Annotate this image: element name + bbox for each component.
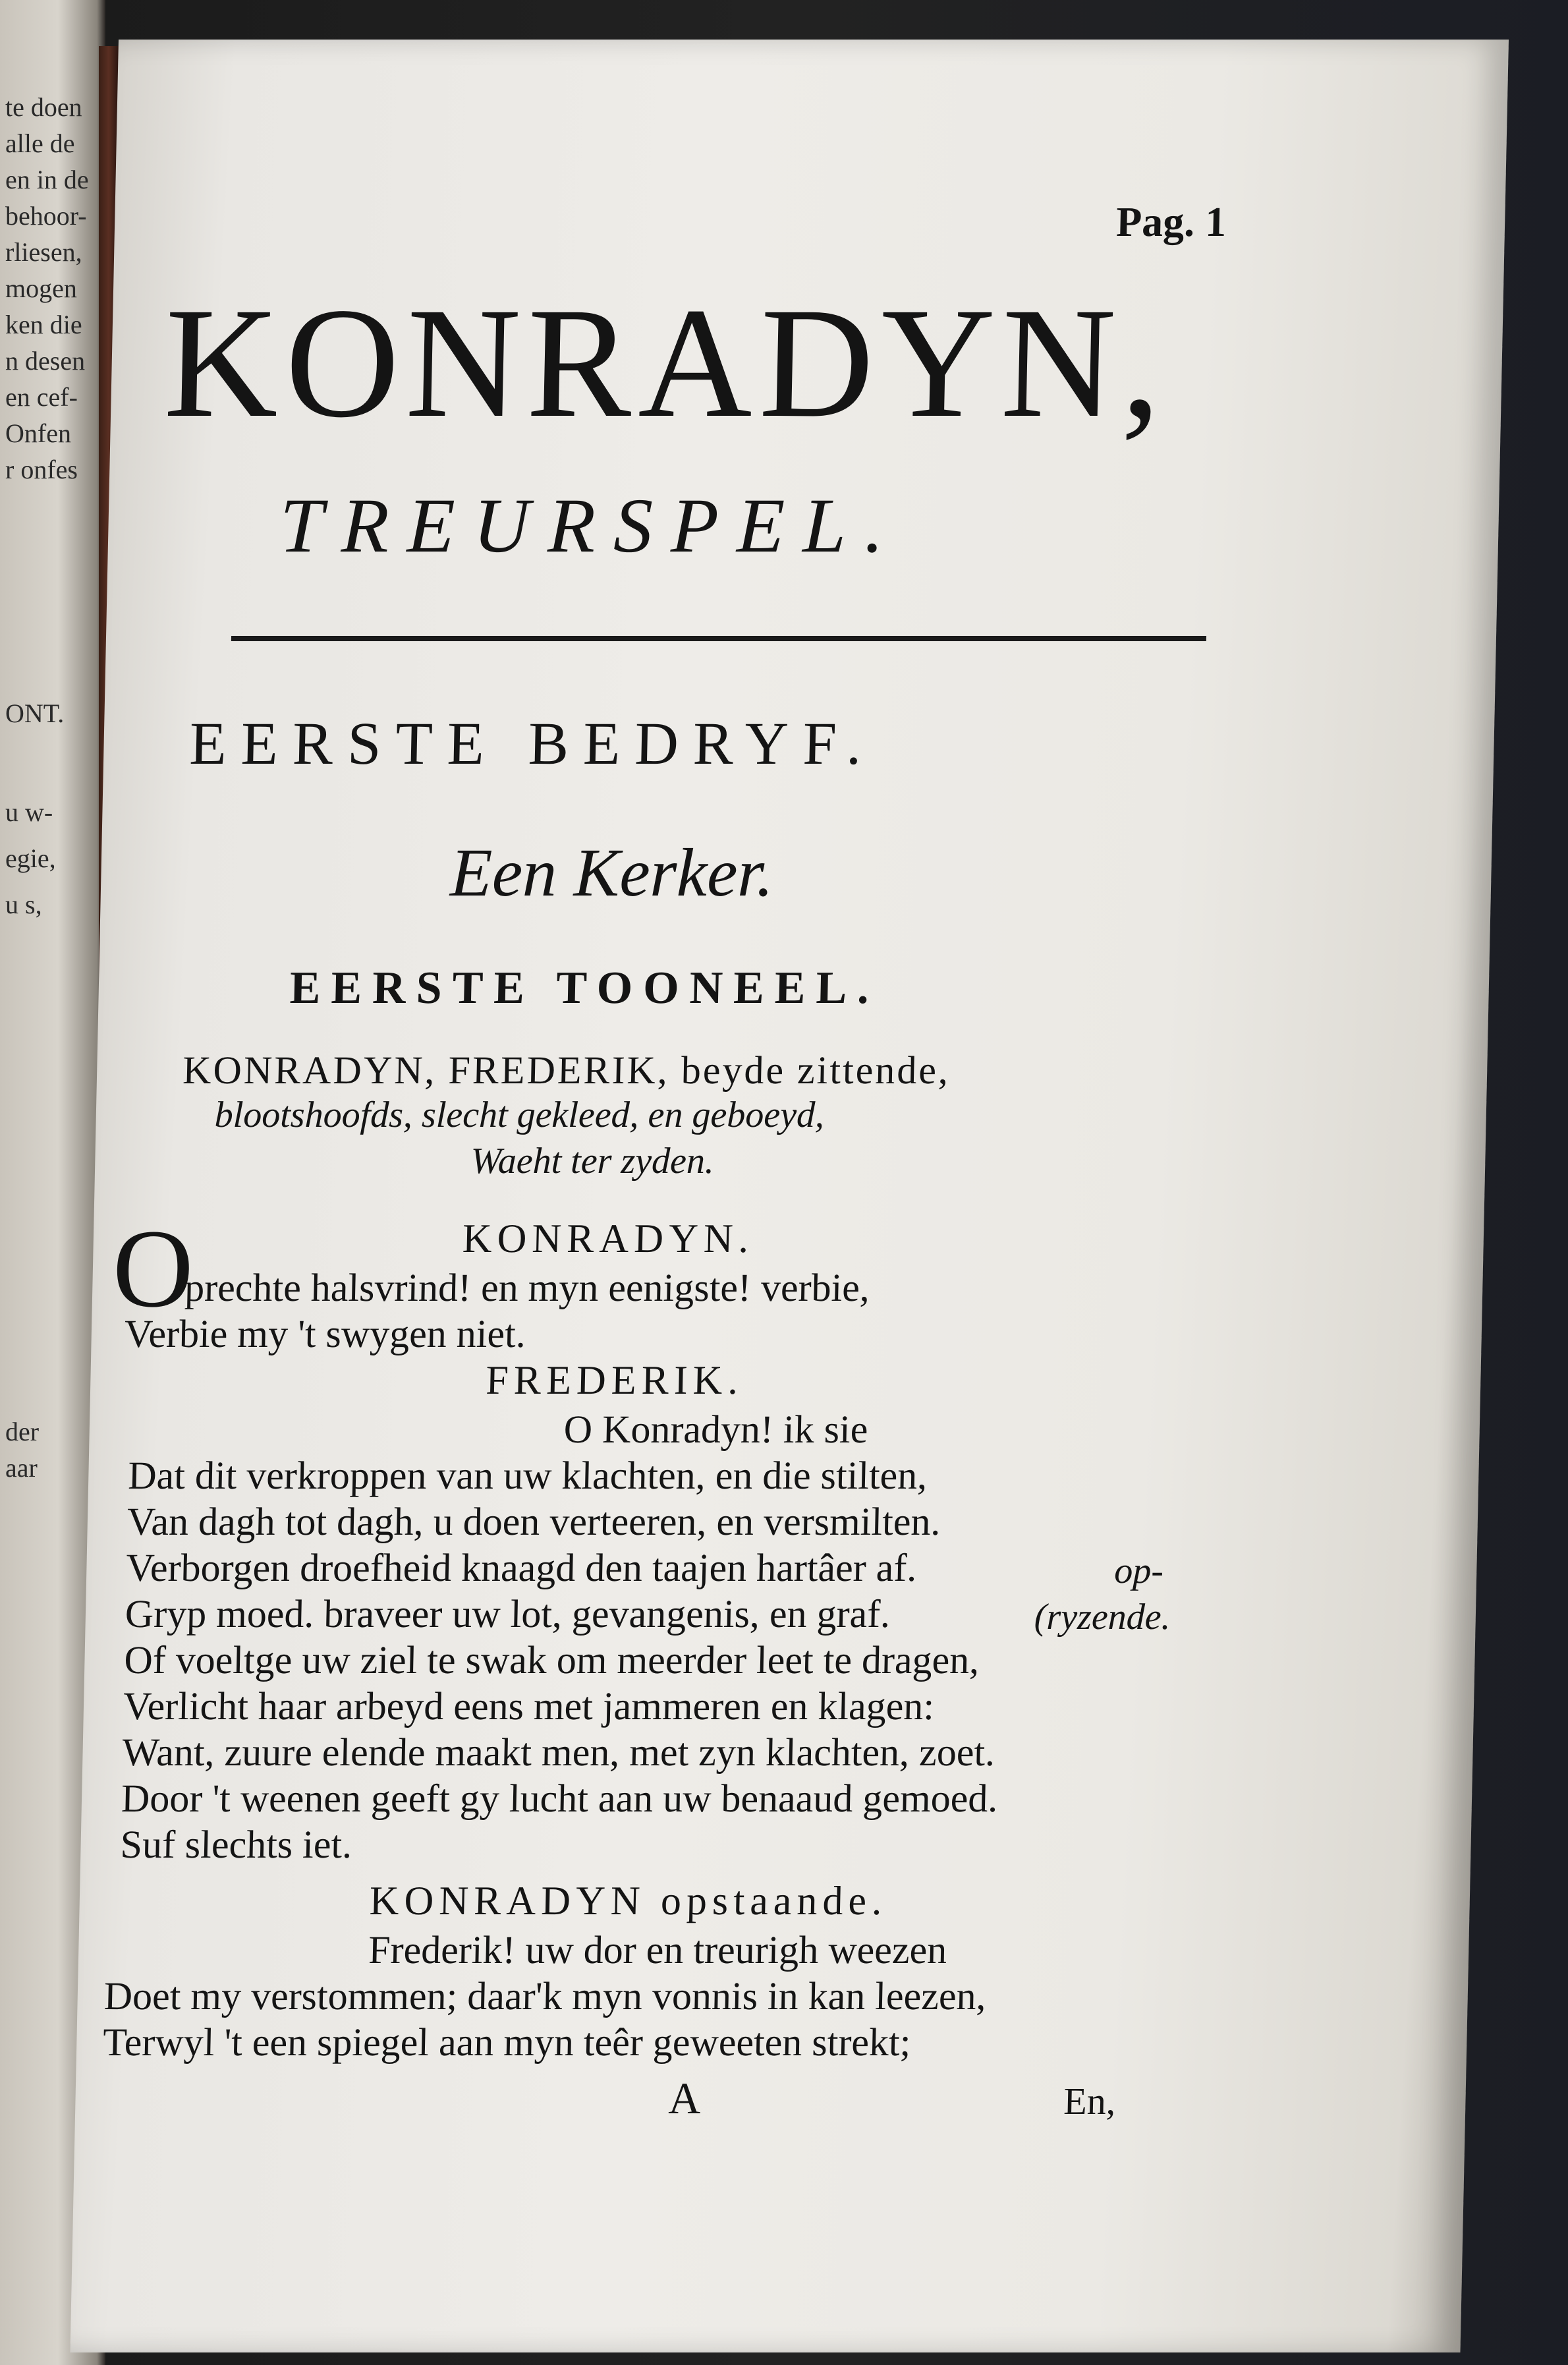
verse-line: Frederik! uw dor en treurigh weezen [368, 1928, 947, 1972]
facing-page-fragment: alle de [5, 128, 75, 158]
verse-line: Van dagh tot dagh, u doen verteeren, en versmilten. [126, 1500, 941, 1543]
facing-page-fragment: Onfen [5, 418, 71, 448]
verse-line: Doet my verstommen; daar'k myn vonnis in kan leezen, [103, 1974, 987, 2018]
facing-page-fragment: ONT. [5, 698, 65, 728]
verse-line: Suf slechts iet. [119, 1823, 352, 1866]
facing-page-fragment: en cef- [5, 382, 78, 412]
facing-page-fragment: r onfes [5, 455, 78, 484]
verse-line: Door 't weenen geeft gy lucht aan uw benaaud gemoed. [121, 1777, 999, 1820]
verse-line: Of voeltge uw ziel te swak om meerder leet te dragen, [123, 1638, 980, 1682]
stage-direction: Waeht ter zyden. [470, 1141, 715, 1182]
scene-heading: EERSTE TOONEEL. [289, 963, 880, 1013]
facing-page-fragment: behoor- [5, 201, 87, 231]
speaker-name: KONRADYN opstaande. [369, 1879, 888, 1923]
verse-line: Gryp moed. braveer uw lot, gevangenis, en graf. [125, 1592, 891, 1636]
verse-line: O Konradyn! ik sie [563, 1408, 869, 1451]
facing-page-fragment: u w- [5, 797, 53, 827]
signature-mark: A [667, 2073, 702, 2123]
facing-page-fragment: n desen [5, 346, 86, 376]
play-title: KONRADYN, [162, 275, 1170, 450]
play-subtitle: TREURSPEL. [279, 482, 904, 569]
facing-page-fragment: en in de [5, 165, 89, 194]
facing-page-fragment: u s, [5, 890, 42, 919]
verse-line: Dat dit verkroppen van uw klachten, en die stilten, [127, 1454, 928, 1497]
page-number: Pag. 1 [1115, 198, 1227, 245]
act-heading: EERSTE BEDRYF. [188, 710, 877, 777]
scene-location: Een Kerker. [449, 835, 775, 911]
facing-page-fragment: mogen [5, 273, 77, 303]
stage-direction: op- [1113, 1551, 1164, 1591]
facing-page-fragment: der [5, 1417, 40, 1446]
verse-line: prechte halsvrind! en myn eenigste! verbie, [184, 1266, 870, 1309]
verse-line: Terwyl 't een spiegel aan myn teêr geweeten strekt; [102, 2020, 912, 2064]
facing-page-fragment: te doen [5, 92, 82, 122]
speaker-name: KONRADYN. [462, 1216, 754, 1261]
verse-line: Verborgen droefheid knaagd den taajen hartâer af. [125, 1546, 918, 1589]
book-page [70, 40, 1509, 2352]
speaker-name: FREDERIK. [485, 1358, 744, 1403]
verse-line: Verbie my 't swygen niet. [124, 1312, 526, 1355]
drop-cap: O [111, 1207, 195, 1330]
facing-page-fragment: ken die [5, 310, 82, 339]
stage-direction: (ryzende. [1034, 1597, 1171, 1638]
facing-page-fragment: aar [5, 1453, 38, 1483]
characters-line: KONRADYN, FREDERIK, beyde zittende, [182, 1048, 951, 1092]
facing-page-fragment: egie, [5, 843, 56, 873]
facing-page-fragment: rliesen, [5, 237, 82, 267]
verse-line: Verlicht haar arbeyd eens met jammeren en klagen: [123, 1684, 935, 1728]
stage-direction: blootshoofds, slecht gekleed, en geboeyd, [214, 1095, 825, 1135]
verse-line: Want, zuure elende maakt men, met zyn klachten, zoet. [121, 1730, 995, 1774]
title-rule [231, 636, 1206, 641]
catchword: En, [1063, 2080, 1117, 2123]
